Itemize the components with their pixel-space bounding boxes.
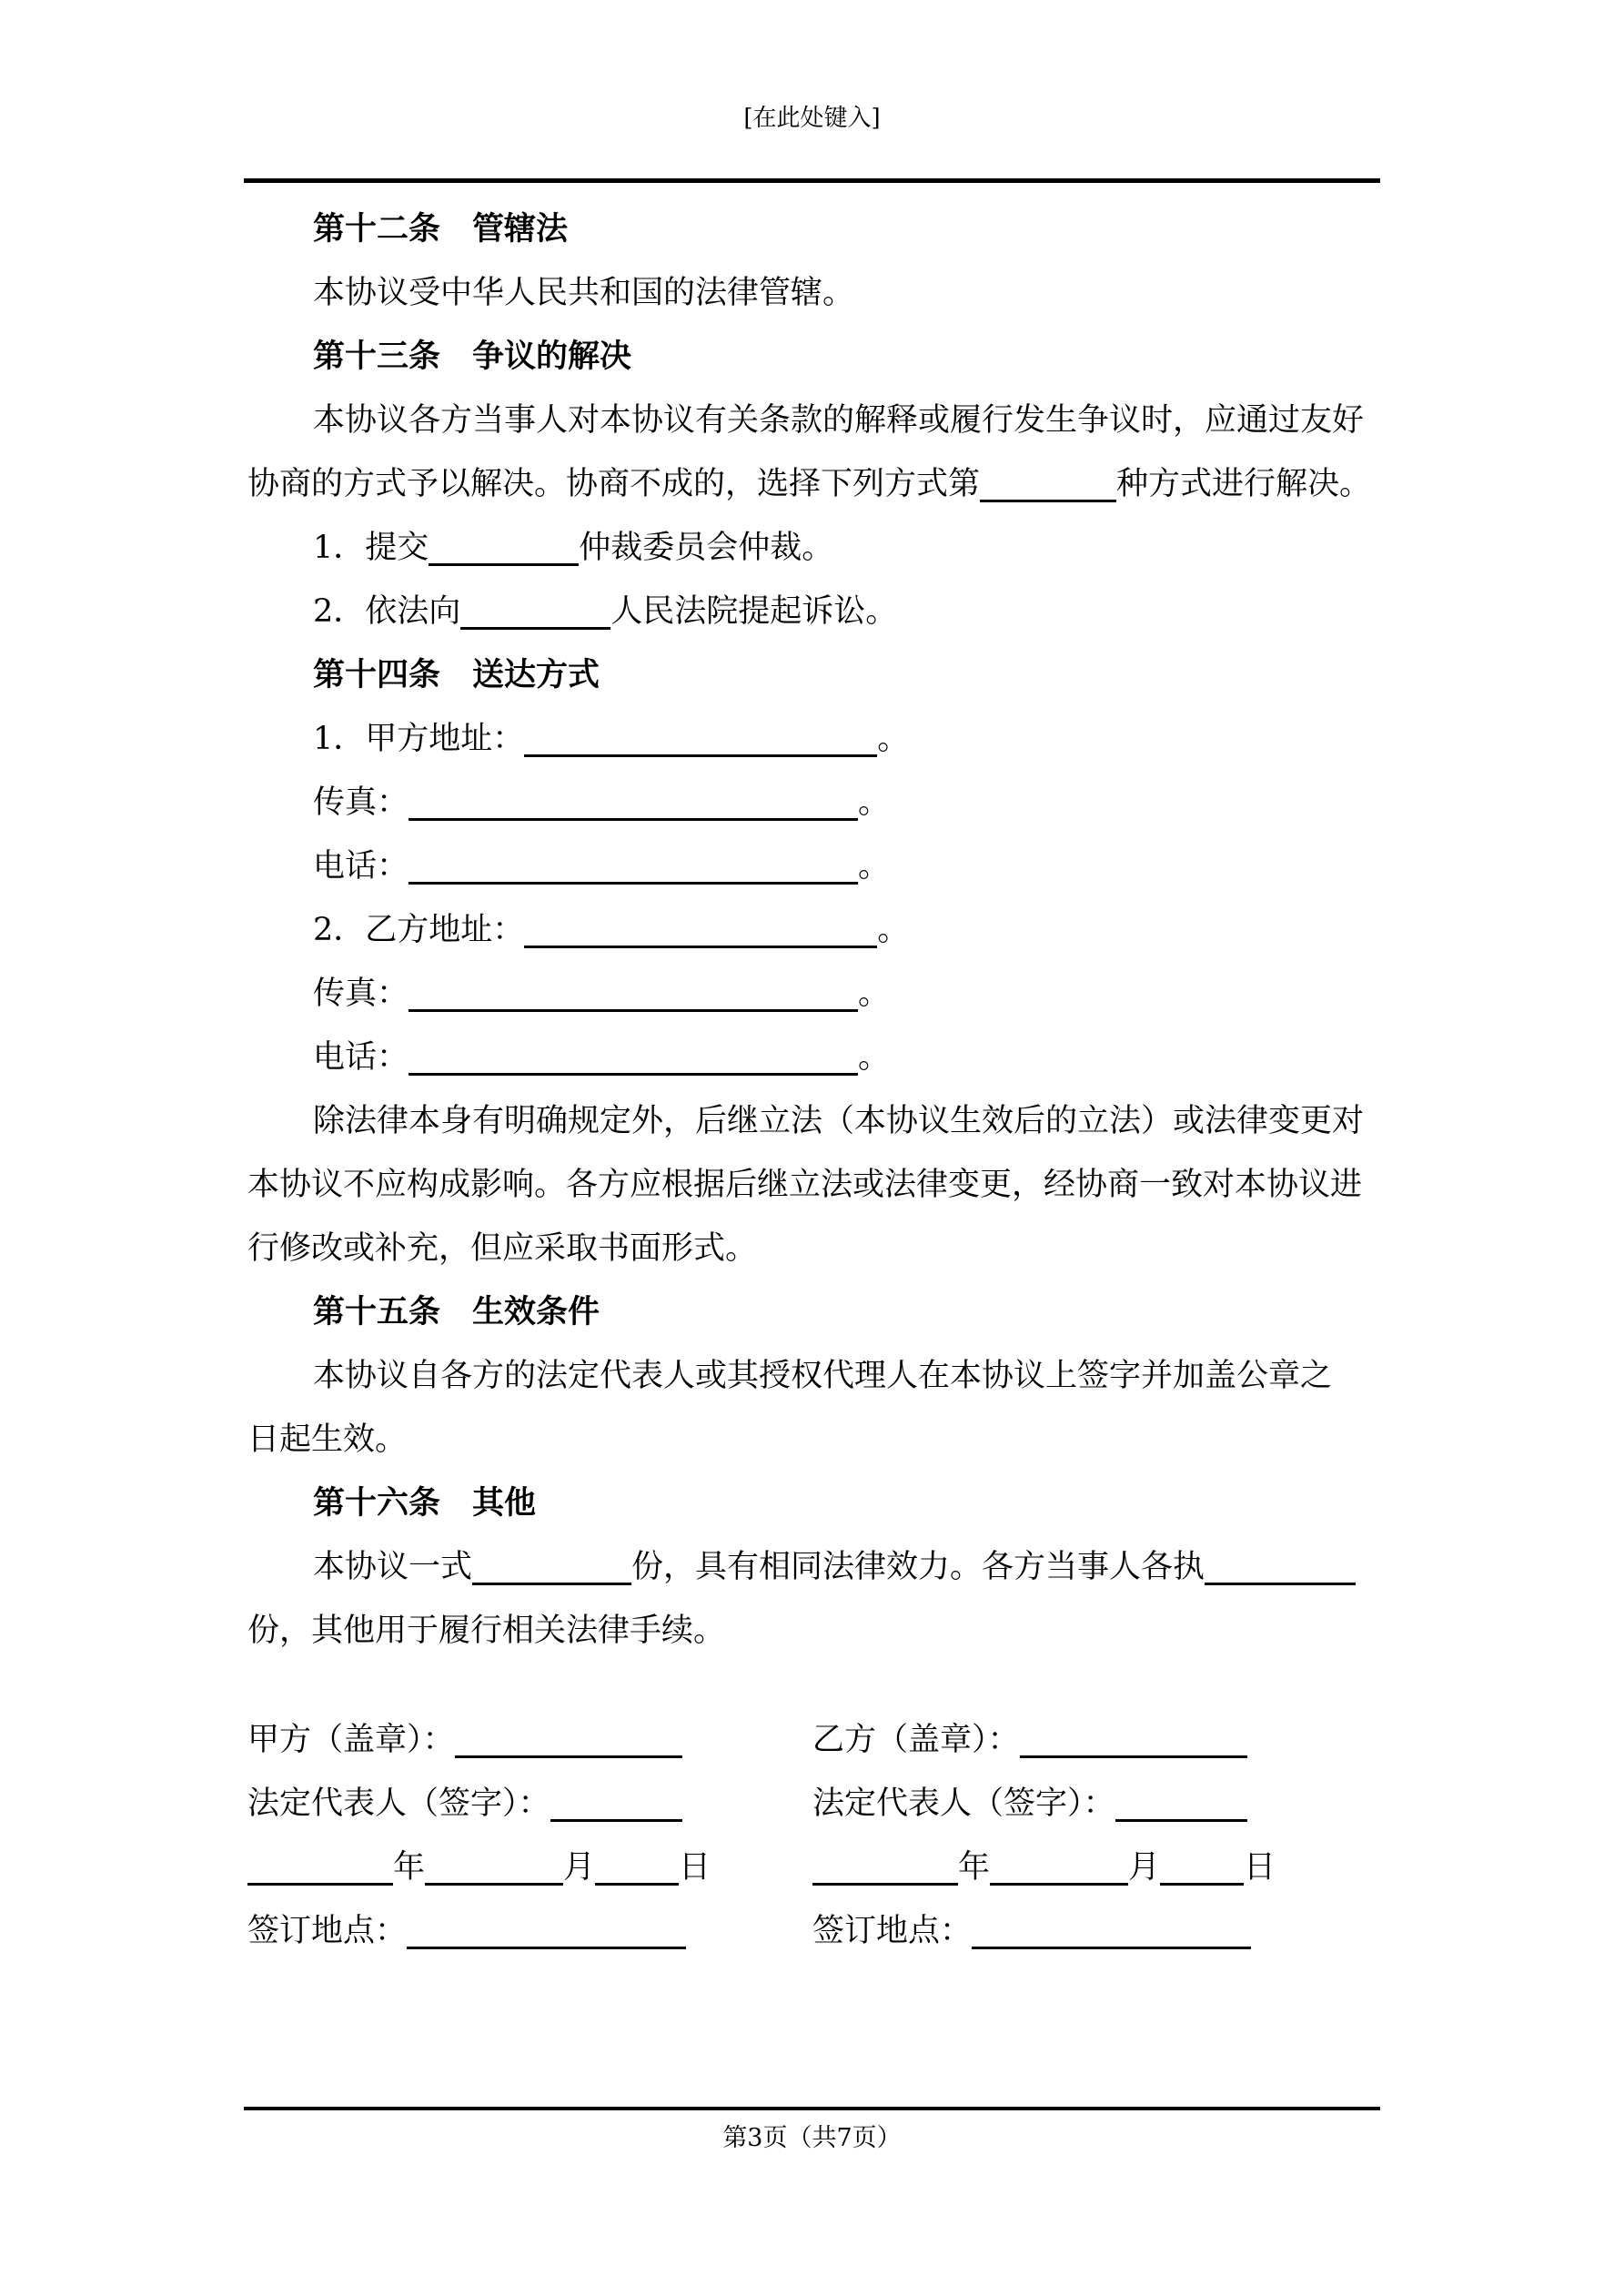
text-run: 1．提交 bbox=[313, 530, 429, 566]
document-line bbox=[247, 707, 1381, 771]
blank-underline bbox=[812, 1845, 958, 1886]
signature-row bbox=[247, 1772, 711, 1836]
document-line bbox=[247, 1344, 1381, 1408]
document-line bbox=[247, 1026, 1381, 1089]
document-line bbox=[247, 580, 1381, 643]
blank-underline bbox=[409, 971, 858, 1012]
blank-underline bbox=[595, 1845, 679, 1886]
text-run: 签订地点： bbox=[812, 1913, 973, 1949]
text-run: 日起生效。 bbox=[247, 1421, 408, 1458]
page-number-label: 第3页（共7页） bbox=[722, 2124, 902, 2152]
blank-underline bbox=[550, 1781, 682, 1822]
text-run: 本协议不应构成影响。各方应根据后继立法或法律变更，经协商一致对本协议进 bbox=[247, 1167, 1363, 1203]
blank-underline bbox=[990, 1845, 1128, 1886]
blank-underline bbox=[407, 1908, 686, 1949]
text-run: 年 bbox=[958, 1849, 991, 1886]
text-run: 人民法院提起诉讼。 bbox=[610, 593, 898, 630]
text-run: 。 bbox=[858, 976, 891, 1012]
text-run: 2．乙方地址： bbox=[313, 912, 525, 948]
signature-row bbox=[812, 1836, 1276, 1899]
text-run: 法定代表人（签字）： bbox=[247, 1785, 550, 1822]
document-line bbox=[247, 1153, 1381, 1217]
signature-row bbox=[812, 1708, 1276, 1772]
blank-underline bbox=[409, 780, 858, 821]
text-run: 种方式进行解决。 bbox=[1116, 466, 1372, 502]
document-line bbox=[247, 452, 1381, 516]
text-run: 。 bbox=[858, 848, 891, 885]
text-run: 法定代表人（签字）： bbox=[812, 1785, 1115, 1822]
blank-underline bbox=[980, 461, 1116, 502]
text-run: 本协议一式 bbox=[313, 1549, 473, 1585]
document-line bbox=[247, 516, 1381, 580]
text-run: 1．甲方地址： bbox=[313, 721, 525, 757]
text-run: 。 bbox=[858, 1039, 891, 1076]
text-run: 。 bbox=[877, 912, 910, 948]
text-run: 月 bbox=[1128, 1849, 1161, 1886]
article-heading bbox=[247, 1472, 1381, 1535]
text-run: 第十二条 管辖法 bbox=[313, 210, 569, 248]
blank-underline bbox=[425, 1845, 563, 1886]
text-run: 协商的方式予以解决。协商不成的，选择下列方式第 bbox=[247, 466, 981, 502]
article-heading bbox=[247, 197, 1381, 261]
text-run: 2．依法向 bbox=[313, 593, 461, 630]
text-run: 年 bbox=[393, 1849, 426, 1886]
blank-underline bbox=[1115, 1781, 1247, 1822]
text-run: 甲方（盖章）： bbox=[247, 1722, 455, 1758]
blank-underline bbox=[429, 525, 579, 566]
blank-underline bbox=[1160, 1845, 1244, 1886]
blank-underline bbox=[524, 907, 877, 948]
signature-row bbox=[812, 1772, 1276, 1836]
text-run: 传真： bbox=[313, 784, 409, 821]
footer-divider-rule bbox=[244, 2107, 1380, 2110]
blank-underline bbox=[455, 1717, 682, 1758]
text-run: 乙方（盖章）： bbox=[812, 1722, 1020, 1758]
document-line bbox=[247, 1535, 1381, 1599]
document-line bbox=[247, 962, 1381, 1026]
document-line bbox=[247, 834, 1381, 898]
signature-row bbox=[247, 1708, 711, 1772]
document-body bbox=[247, 197, 1381, 1663]
blank-underline bbox=[460, 589, 610, 630]
text-run: 份，其他用于履行相关法律手续。 bbox=[247, 1613, 726, 1649]
text-run: 传真： bbox=[313, 976, 409, 1012]
document-line bbox=[247, 389, 1381, 452]
text-run: 。 bbox=[858, 784, 891, 821]
page-header-placeholder: [在此处键入] bbox=[743, 105, 881, 132]
blank-underline bbox=[409, 844, 858, 885]
blank-underline bbox=[972, 1908, 1251, 1949]
text-run: 第十三条 争议的解决 bbox=[313, 338, 632, 375]
signature-row bbox=[247, 1836, 711, 1899]
text-run: 第十五条 生效条件 bbox=[313, 1293, 600, 1330]
document-line bbox=[247, 898, 1381, 962]
article-heading bbox=[247, 325, 1381, 389]
text-run: 第十六条 其他 bbox=[313, 1484, 537, 1522]
blank-underline bbox=[409, 1035, 858, 1076]
party-a-signature-block bbox=[247, 1708, 711, 1963]
document-line bbox=[247, 771, 1381, 834]
blank-underline bbox=[247, 1845, 393, 1886]
blank-underline bbox=[1020, 1717, 1247, 1758]
signature-row bbox=[247, 1899, 711, 1963]
document-line bbox=[247, 1599, 1381, 1663]
header-divider-rule bbox=[244, 178, 1380, 183]
text-run: 本协议自各方的法定代表人或其授权代理人在本协议上签字并加盖公章之 bbox=[313, 1358, 1333, 1394]
text-run: 除法律本身有明确规定外，后继立法（本协议生效后的立法）或法律变更对 bbox=[313, 1103, 1365, 1139]
text-run: 行修改或补充，但应采取书面形式。 bbox=[247, 1230, 758, 1267]
document-line bbox=[247, 1217, 1381, 1280]
text-run: 第十四条 送达方式 bbox=[313, 656, 600, 693]
blank-underline bbox=[472, 1544, 631, 1585]
text-run: 份，具有相同法律效力。各方当事人各执 bbox=[631, 1549, 1205, 1585]
text-run: 月 bbox=[563, 1849, 596, 1886]
text-run: 电话： bbox=[313, 848, 409, 885]
text-run: 签订地点： bbox=[247, 1913, 408, 1949]
blank-underline bbox=[1205, 1544, 1356, 1585]
text-run: 本协议各方当事人对本协议有关条款的解释或履行发生争议时，应通过友好 bbox=[313, 402, 1365, 439]
signature-row bbox=[812, 1899, 1276, 1963]
blank-underline bbox=[524, 716, 877, 757]
text-run: 。 bbox=[877, 721, 910, 757]
text-run: 日 bbox=[679, 1849, 711, 1886]
text-run: 本协议受中华人民共和国的法律管辖。 bbox=[313, 275, 855, 311]
text-run: 日 bbox=[1244, 1849, 1276, 1886]
document-line bbox=[247, 1089, 1381, 1153]
text-run: 仲裁委员会仲裁。 bbox=[579, 530, 834, 566]
article-heading bbox=[247, 643, 1381, 707]
article-heading bbox=[247, 1280, 1381, 1344]
party-b-signature-block bbox=[812, 1708, 1276, 1963]
text-run: 电话： bbox=[313, 1039, 409, 1076]
document-line bbox=[247, 1408, 1381, 1472]
document-line bbox=[247, 261, 1381, 325]
